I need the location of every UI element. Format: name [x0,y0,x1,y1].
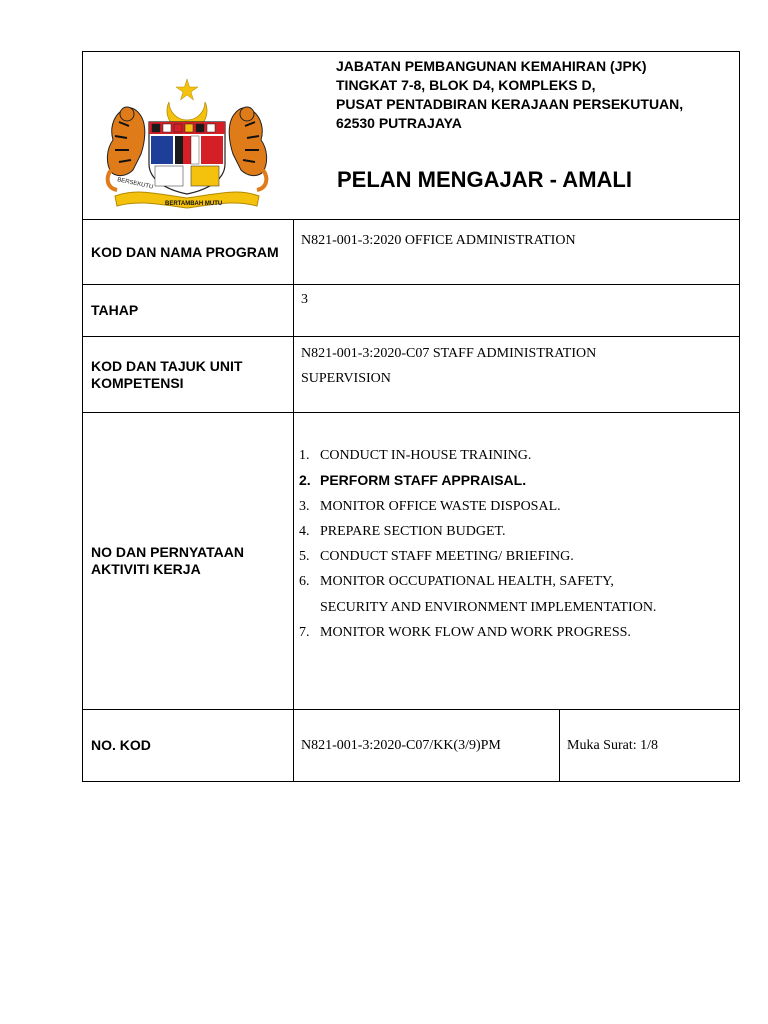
document-header [83,52,740,220]
code-label: NO. KOD [83,710,294,782]
level-value: 3 [294,285,740,337]
table-row [83,285,740,337]
table-row [83,337,740,413]
unit-value [294,337,740,413]
list-item: 6. MONITOR OCCUPATIONAL HEALTH, SAFETY, SECURITY AND ENVIRONMENT IMPLEMENTATION. [299,574,657,615]
org-line: JABATAN PEMBANGUNAN KEMAHIRAN (JPK) [336,58,647,74]
list-item: 2. PERFORM STAFF APPRAISAL. [299,472,527,489]
malaysia-coat-of-arms-icon [97,78,277,212]
page-number: Muka Surat: 1/8 [560,710,740,782]
lesson-plan-table [82,51,740,782]
list-item: 3. MONITOR OFFICE WASTE DISPOSAL. [299,498,561,514]
table-row [83,220,740,285]
org-line: TINGKAT 7-8, BLOK D4, KOMPLEKS D, [336,77,596,93]
list-item: 4. PREPARE SECTION BUDGET. [299,523,506,539]
list-item: 7. MONITOR WORK FLOW AND WORK PROGRESS. [299,625,631,641]
crest-motto-bottom: BERTAMBAH MUTU [165,201,223,207]
org-line: 62530 PUTRAJAYA [336,115,462,131]
unit-value-line: SUPERVISION [301,371,391,386]
program-value: N821-001-3:2020 OFFICE ADMINISTRATION [294,220,740,285]
activities-cell [294,413,740,710]
list-item: 5. CONDUCT STAFF MEETING/ BRIEFING. [299,549,574,565]
org-line: PUSAT PENTADBIRAN KERAJAAN PERSEKUTUAN, [336,96,684,112]
crest-motto-left: BERSEKUTU [116,177,154,191]
program-label: KOD DAN NAMA PROGRAM [83,220,294,285]
list-item: 1. CONDUCT IN-HOUSE TRAINING. [299,448,532,463]
code-value: N821-001-3:2020-C07/KK(3/9)PM [294,710,560,782]
level-label: TAHAP [83,285,294,337]
activities-list [294,443,739,645]
unit-value-line: N821-001-3:2020-C07 STAFF ADMINISTRATION [301,346,597,361]
organization-address [336,57,683,133]
table-row [83,413,740,710]
unit-label: KOD DAN TAJUK UNIT KOMPETENSI [83,337,294,413]
document-title: PELAN MENGAJAR - AMALI [337,167,632,192]
activities-label: NO DAN PERNYATAAN AKTIVITI KERJA [83,413,294,710]
table-row [83,710,740,782]
